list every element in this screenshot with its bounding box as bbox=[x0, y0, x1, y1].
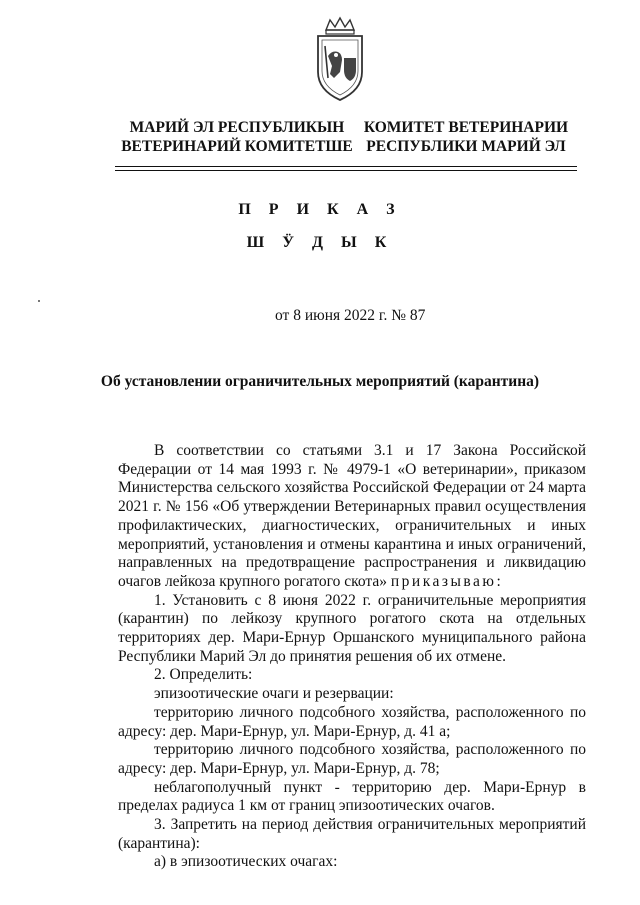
preamble-paragraph bbox=[118, 442, 586, 592]
clause-2: 2. Определить: bbox=[154, 666, 253, 684]
issuer-ru-line2: РЕСПУБЛИКИ МАРИЙ ЭЛ bbox=[366, 138, 566, 155]
doc-type-mari: Ш Ӱ Д Ы К bbox=[246, 234, 394, 251]
clause-1: 1. Установить с 8 июня 2022 г. ограничительные мероприятия (карантин) по лейкозу крупного рогатого скота на отдельных территориях дер. Мари-Ернур Оршанского муниципального района Республики Марий Эл до принятия решения об их отмене. bbox=[118, 591, 586, 665]
order-subject: Об установлении ограничительных мероприятий (карантина) bbox=[100, 373, 540, 390]
order-body bbox=[118, 442, 586, 872]
issuer-mari-line1: МАРИЙ ЭЛ РЕСПУБЛИКЫН bbox=[129, 119, 345, 136]
order-verb: приказываю: bbox=[390, 572, 504, 590]
clause-3: 3. Запретить на период действия ограничительных мероприятий (карантина): bbox=[118, 816, 586, 852]
clause-2-unfavorable-point: неблагополучный пункт - территорию дер. Мари-Ернур в пределах радиуса 1 км от границ эпизоотических очагов. bbox=[118, 778, 586, 815]
clause-2-address-2: территорию личного подсобного хозяйства, расположенного по адресу: дер. Мари-Ернур, ул. Мари-Ернур, д. 78; bbox=[118, 741, 586, 777]
issuer-name-mari bbox=[112, 118, 362, 156]
clause-3-a: а) в эпизоотических очагах: bbox=[154, 853, 338, 871]
doc-type-russian: П Р И К А З bbox=[238, 201, 402, 218]
issuer-mari-line2: ВЕТЕРИНАРИЙ КОМИТЕТШЕ bbox=[121, 138, 353, 155]
issuer-name-russian bbox=[362, 118, 570, 156]
preamble-text: В соответствии со статьями 3.1 и 17 Закона Российской Федерации от 14 мая 1993 г. № 4979-1 «О ветеринарии», приказом Министерства сельского хозяйства Российской Федерации от 24 марта 2021 г. № 156 «Об утверждении Ветеринарных правил осуществления профилактических, диагностических, ограничительных и иных мероприятий, установления и отмены карантина и иных ограничений, направленных на предотвращение распространения и ликвидацию очагов лейкоза крупного рогатого скота» bbox=[118, 442, 586, 590]
clause-2-foci: эпизоотические очаги и резервации: bbox=[154, 685, 394, 703]
header-divider-bottom bbox=[115, 170, 577, 171]
order-date-number: от 8 июня 2022 г. № 87 bbox=[275, 307, 426, 324]
clause-2-address-1: территорию личного подсобного хозяйства, расположенного по адресу: дер. Мари-Ернур, ул. Мари-Ернур, д. 41 а; bbox=[118, 703, 586, 740]
header-divider-top bbox=[115, 166, 577, 167]
scan-speck bbox=[38, 300, 40, 302]
coat-of-arms-icon bbox=[298, 16, 382, 104]
issuer-ru-line1: КОМИТЕТ ВЕТЕРИНАРИИ bbox=[363, 119, 569, 136]
